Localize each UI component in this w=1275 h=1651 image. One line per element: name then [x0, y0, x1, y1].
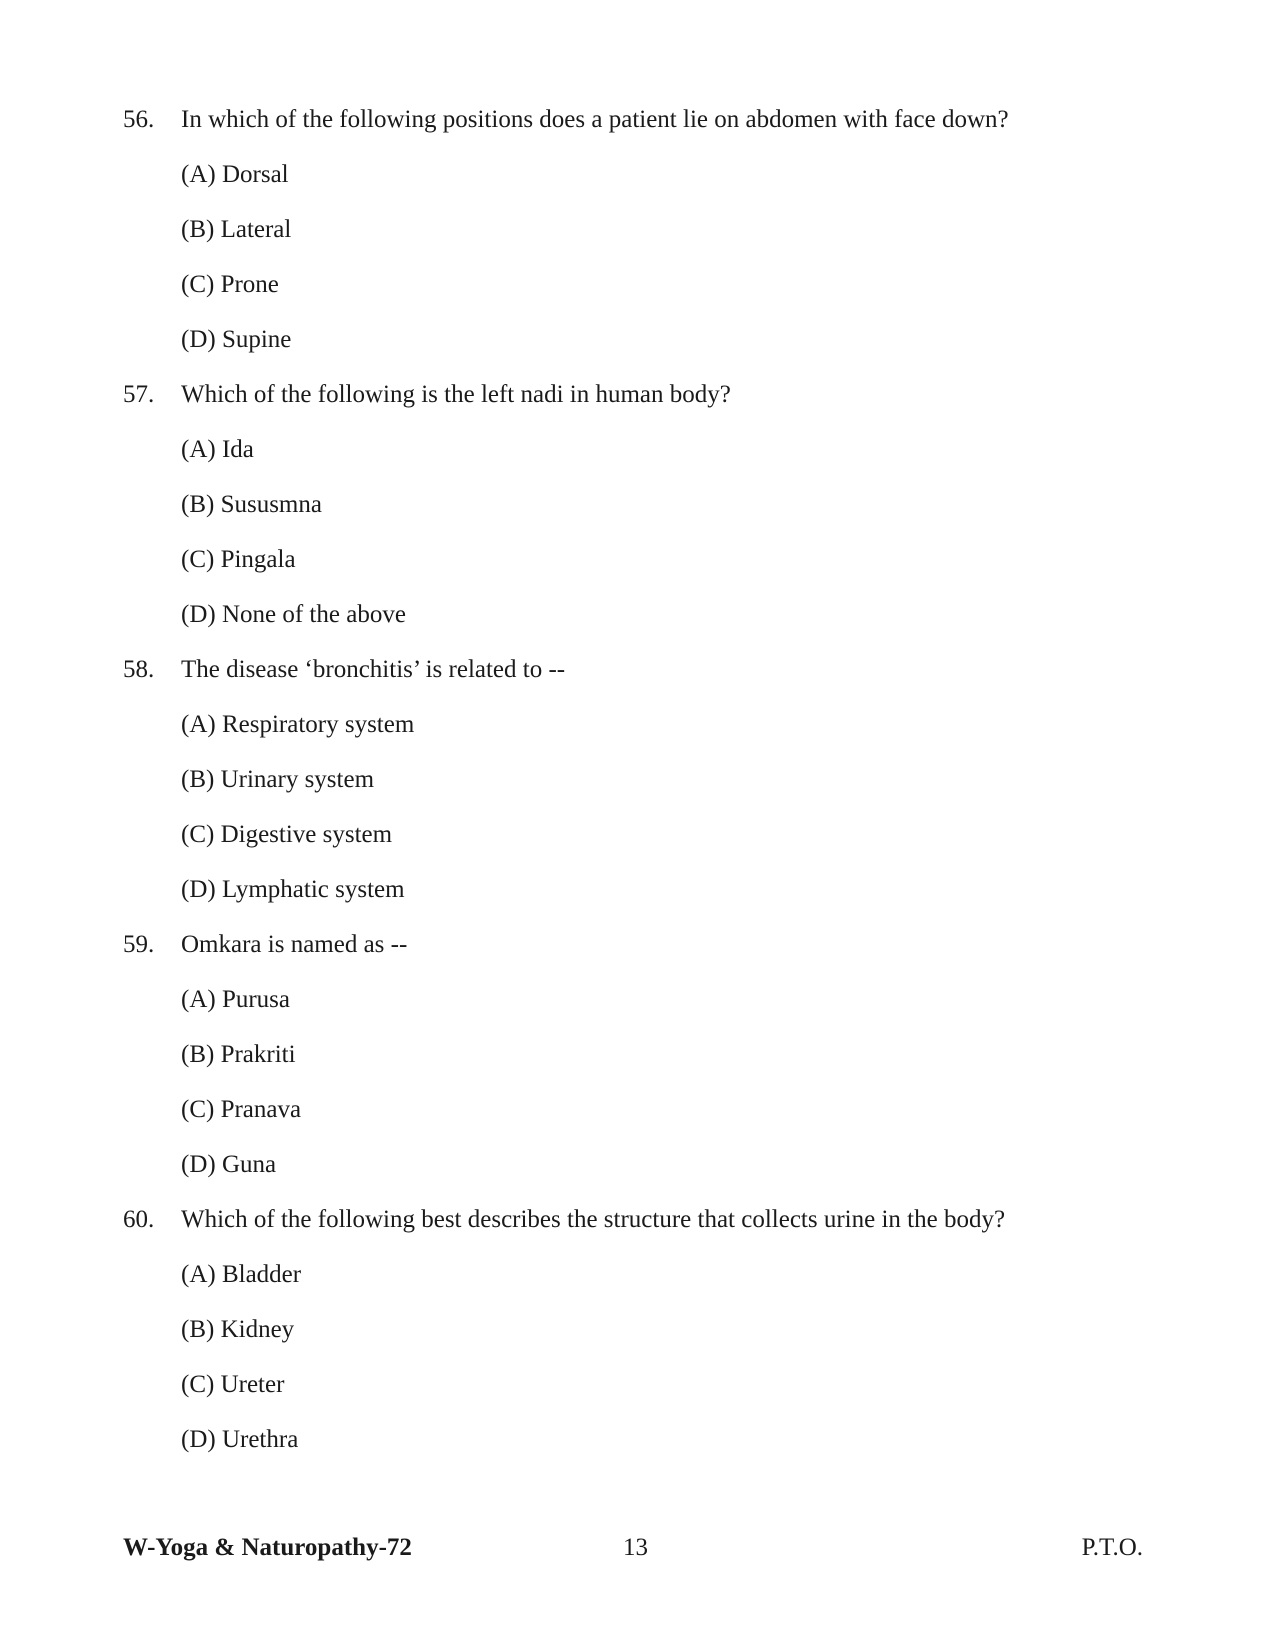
option-c: (C) Pingala: [181, 546, 296, 573]
option-b: (B) Urinary system: [181, 766, 375, 793]
question-number: 60.: [123, 1206, 155, 1233]
option-a: (A) Bladder: [181, 1261, 302, 1288]
option-b: (B) Lateral: [181, 216, 292, 243]
page-footer: [123, 1528, 1143, 1568]
option-b: (B) Prakriti: [181, 1041, 296, 1068]
option-c: (C) Digestive system: [181, 821, 393, 848]
question-57: [123, 367, 1143, 642]
option-d: (D) Urethra: [181, 1426, 299, 1453]
option-d: (D) Guna: [181, 1151, 277, 1178]
option-a: (A) Ida: [181, 436, 254, 463]
question-56: [123, 92, 1143, 367]
question-stem: [123, 917, 1143, 972]
option-d: (D) Supine: [181, 326, 292, 353]
question-number: 56.: [123, 106, 155, 133]
question-58: [123, 642, 1143, 917]
option-c: (C) Ureter: [181, 1371, 285, 1398]
question-text: The disease ‘bronchitis’ is related to --: [181, 656, 566, 683]
option-c: (C) Prone: [181, 271, 279, 298]
question-60: [123, 1192, 1143, 1467]
option-c: (C) Pranava: [181, 1096, 302, 1123]
question-59: [123, 917, 1143, 1192]
question-text: Which of the following is the left nadi in human body?: [181, 381, 731, 408]
question-stem: [123, 1192, 1143, 1247]
question-list: [123, 92, 1143, 1467]
question-text: In which of the following positions does a patient lie on abdomen with face down?: [181, 106, 1009, 133]
option-d: (D) None of the above: [181, 601, 406, 628]
paper-code: W-Yoga & Naturopathy-72: [123, 1534, 412, 1561]
option-a: (A) Dorsal: [181, 161, 289, 188]
question-stem: [123, 92, 1143, 147]
question-stem: [123, 367, 1143, 422]
option-b: (B) Kidney: [181, 1316, 295, 1343]
question-stem: [123, 642, 1143, 697]
please-turn-over: P.T.O.: [1081, 1534, 1143, 1561]
option-a: (A) Purusa: [181, 986, 291, 1013]
page-number: 13: [623, 1534, 648, 1561]
question-number: 59.: [123, 931, 155, 958]
option-a: (A) Respiratory system: [181, 711, 415, 738]
question-number: 57.: [123, 381, 155, 408]
option-d: (D) Lymphatic system: [181, 876, 405, 903]
question-number: 58.: [123, 656, 155, 683]
question-text: Which of the following best describes the structure that collects urine in the body?: [181, 1206, 1006, 1233]
question-text: Omkara is named as --: [181, 931, 408, 958]
option-b: (B) Sususmna: [181, 491, 322, 518]
